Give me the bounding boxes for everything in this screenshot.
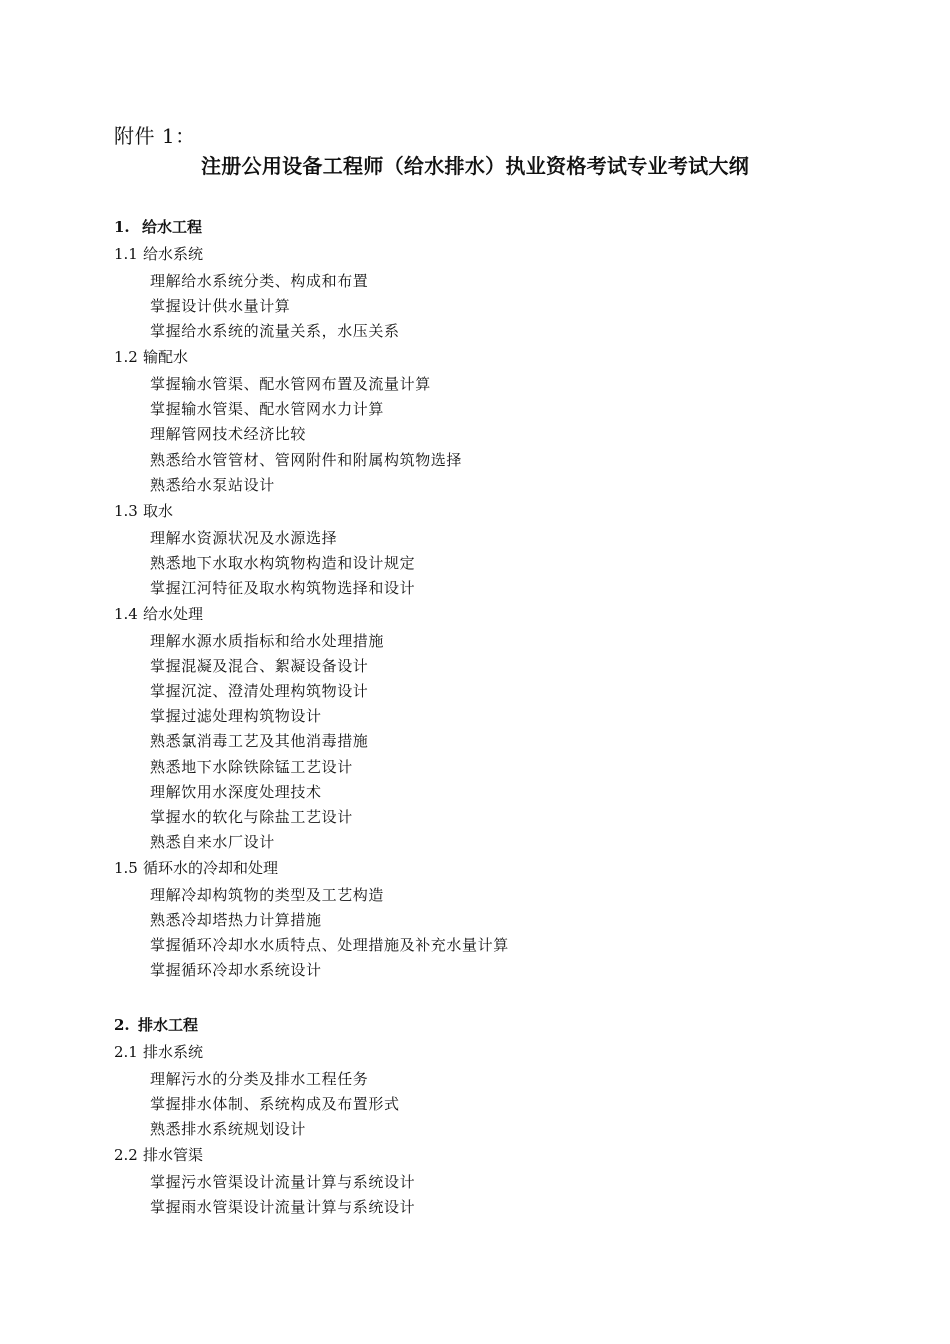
subsection-heading [114, 500, 173, 522]
outline-item: 理解污水的分类及排水工程任务 [150, 1070, 369, 1088]
subsection-number: 1.3 [114, 502, 138, 520]
outline-item: 熟悉自来水厂设计 [150, 833, 275, 851]
outline-item: 掌握过滤处理构筑物设计 [150, 707, 322, 725]
subsection-heading [114, 1144, 203, 1166]
outline-item: 掌握混凝及混合、絮凝设备设计 [150, 657, 369, 675]
outline-item: 熟悉给水泵站设计 [150, 476, 275, 494]
outline-item: 熟悉氯消毒工艺及其他消毒措施 [150, 732, 369, 750]
subsection-title: 给水系统 [143, 245, 204, 263]
section-title: 给水工程 [142, 218, 203, 236]
outline-item: 掌握江河特征及取水构筑物选择和设计 [150, 579, 416, 597]
outline-item: 熟悉地下水除铁除锰工艺设计 [150, 758, 353, 776]
outline-item: 熟悉排水系统规划设计 [150, 1120, 307, 1138]
subsection-title: 取水 [143, 502, 174, 520]
attachment-label: 附件 1： [114, 124, 196, 148]
subsection-number: 1.1 [114, 245, 138, 263]
subsection-heading [114, 346, 188, 368]
section-heading-drainage [114, 1014, 198, 1036]
subsection-number: 2.1 [114, 1043, 138, 1061]
subsection-heading [114, 603, 203, 625]
outline-item: 掌握雨水管渠设计流量计算与系统设计 [150, 1198, 416, 1216]
subsection-number: 1.5 [114, 859, 138, 877]
section-title: 排水工程 [138, 1016, 199, 1034]
subsection-number: 1.4 [114, 605, 138, 623]
outline-item: 理解水源水质指标和给水处理措施 [150, 632, 385, 650]
outline-item: 理解给水系统分类、构成和布置 [150, 272, 369, 290]
subsection-number: 1.2 [114, 348, 138, 366]
outline-item: 掌握输水管渠、配水管网水力计算 [150, 400, 385, 418]
outline-item: 掌握污水管渠设计流量计算与系统设计 [150, 1173, 416, 1191]
subsection-title: 给水处理 [143, 605, 204, 623]
outline-item: 理解饮用水深度处理技术 [150, 783, 322, 801]
outline-item: 掌握设计供水量计算 [150, 297, 291, 315]
outline-item: 熟悉地下水取水构筑物构造和设计规定 [150, 554, 416, 572]
section-number: 2. [114, 1016, 130, 1034]
subsection-number: 2.2 [114, 1146, 138, 1164]
section-number: 1. [114, 218, 130, 236]
subsection-title: 循环水的冷却和处理 [143, 859, 279, 877]
subsection-title: 输配水 [143, 348, 189, 366]
outline-item: 熟悉冷却塔热力计算措施 [150, 911, 322, 929]
document-title: 注册公用设备工程师（给水排水）执业资格考试专业考试大纲 [200, 154, 750, 178]
outline-item: 掌握排水体制、系统构成及布置形式 [150, 1095, 400, 1113]
subsection-title: 排水系统 [143, 1043, 204, 1061]
outline-item: 掌握水的软化与除盐工艺设计 [150, 808, 353, 826]
subsection-heading [114, 1041, 203, 1063]
outline-item: 理解水资源状况及水源选择 [150, 529, 338, 547]
outline-item: 熟悉给水管管材、管网附件和附属构筑物选择 [150, 451, 463, 469]
outline-item: 理解管网技术经济比较 [150, 425, 307, 443]
outline-item: 掌握循环冷却水水质特点、处理措施及补充水量计算 [150, 936, 509, 954]
outline-item: 掌握循环冷却水系统设计 [150, 961, 322, 979]
outline-item: 掌握输水管渠、配水管网布置及流量计算 [150, 375, 431, 393]
section-heading-water-supply [114, 216, 202, 238]
outline-item: 掌握沉淀、澄清处理构筑物设计 [150, 682, 369, 700]
subsection-title: 排水管渠 [143, 1146, 204, 1164]
outline-item: 理解冷却构筑物的类型及工艺构造 [150, 886, 385, 904]
subsection-heading [114, 857, 278, 879]
outline-item: 掌握给水系统的流量关系，水压关系 [150, 322, 400, 340]
subsection-heading [114, 243, 203, 265]
